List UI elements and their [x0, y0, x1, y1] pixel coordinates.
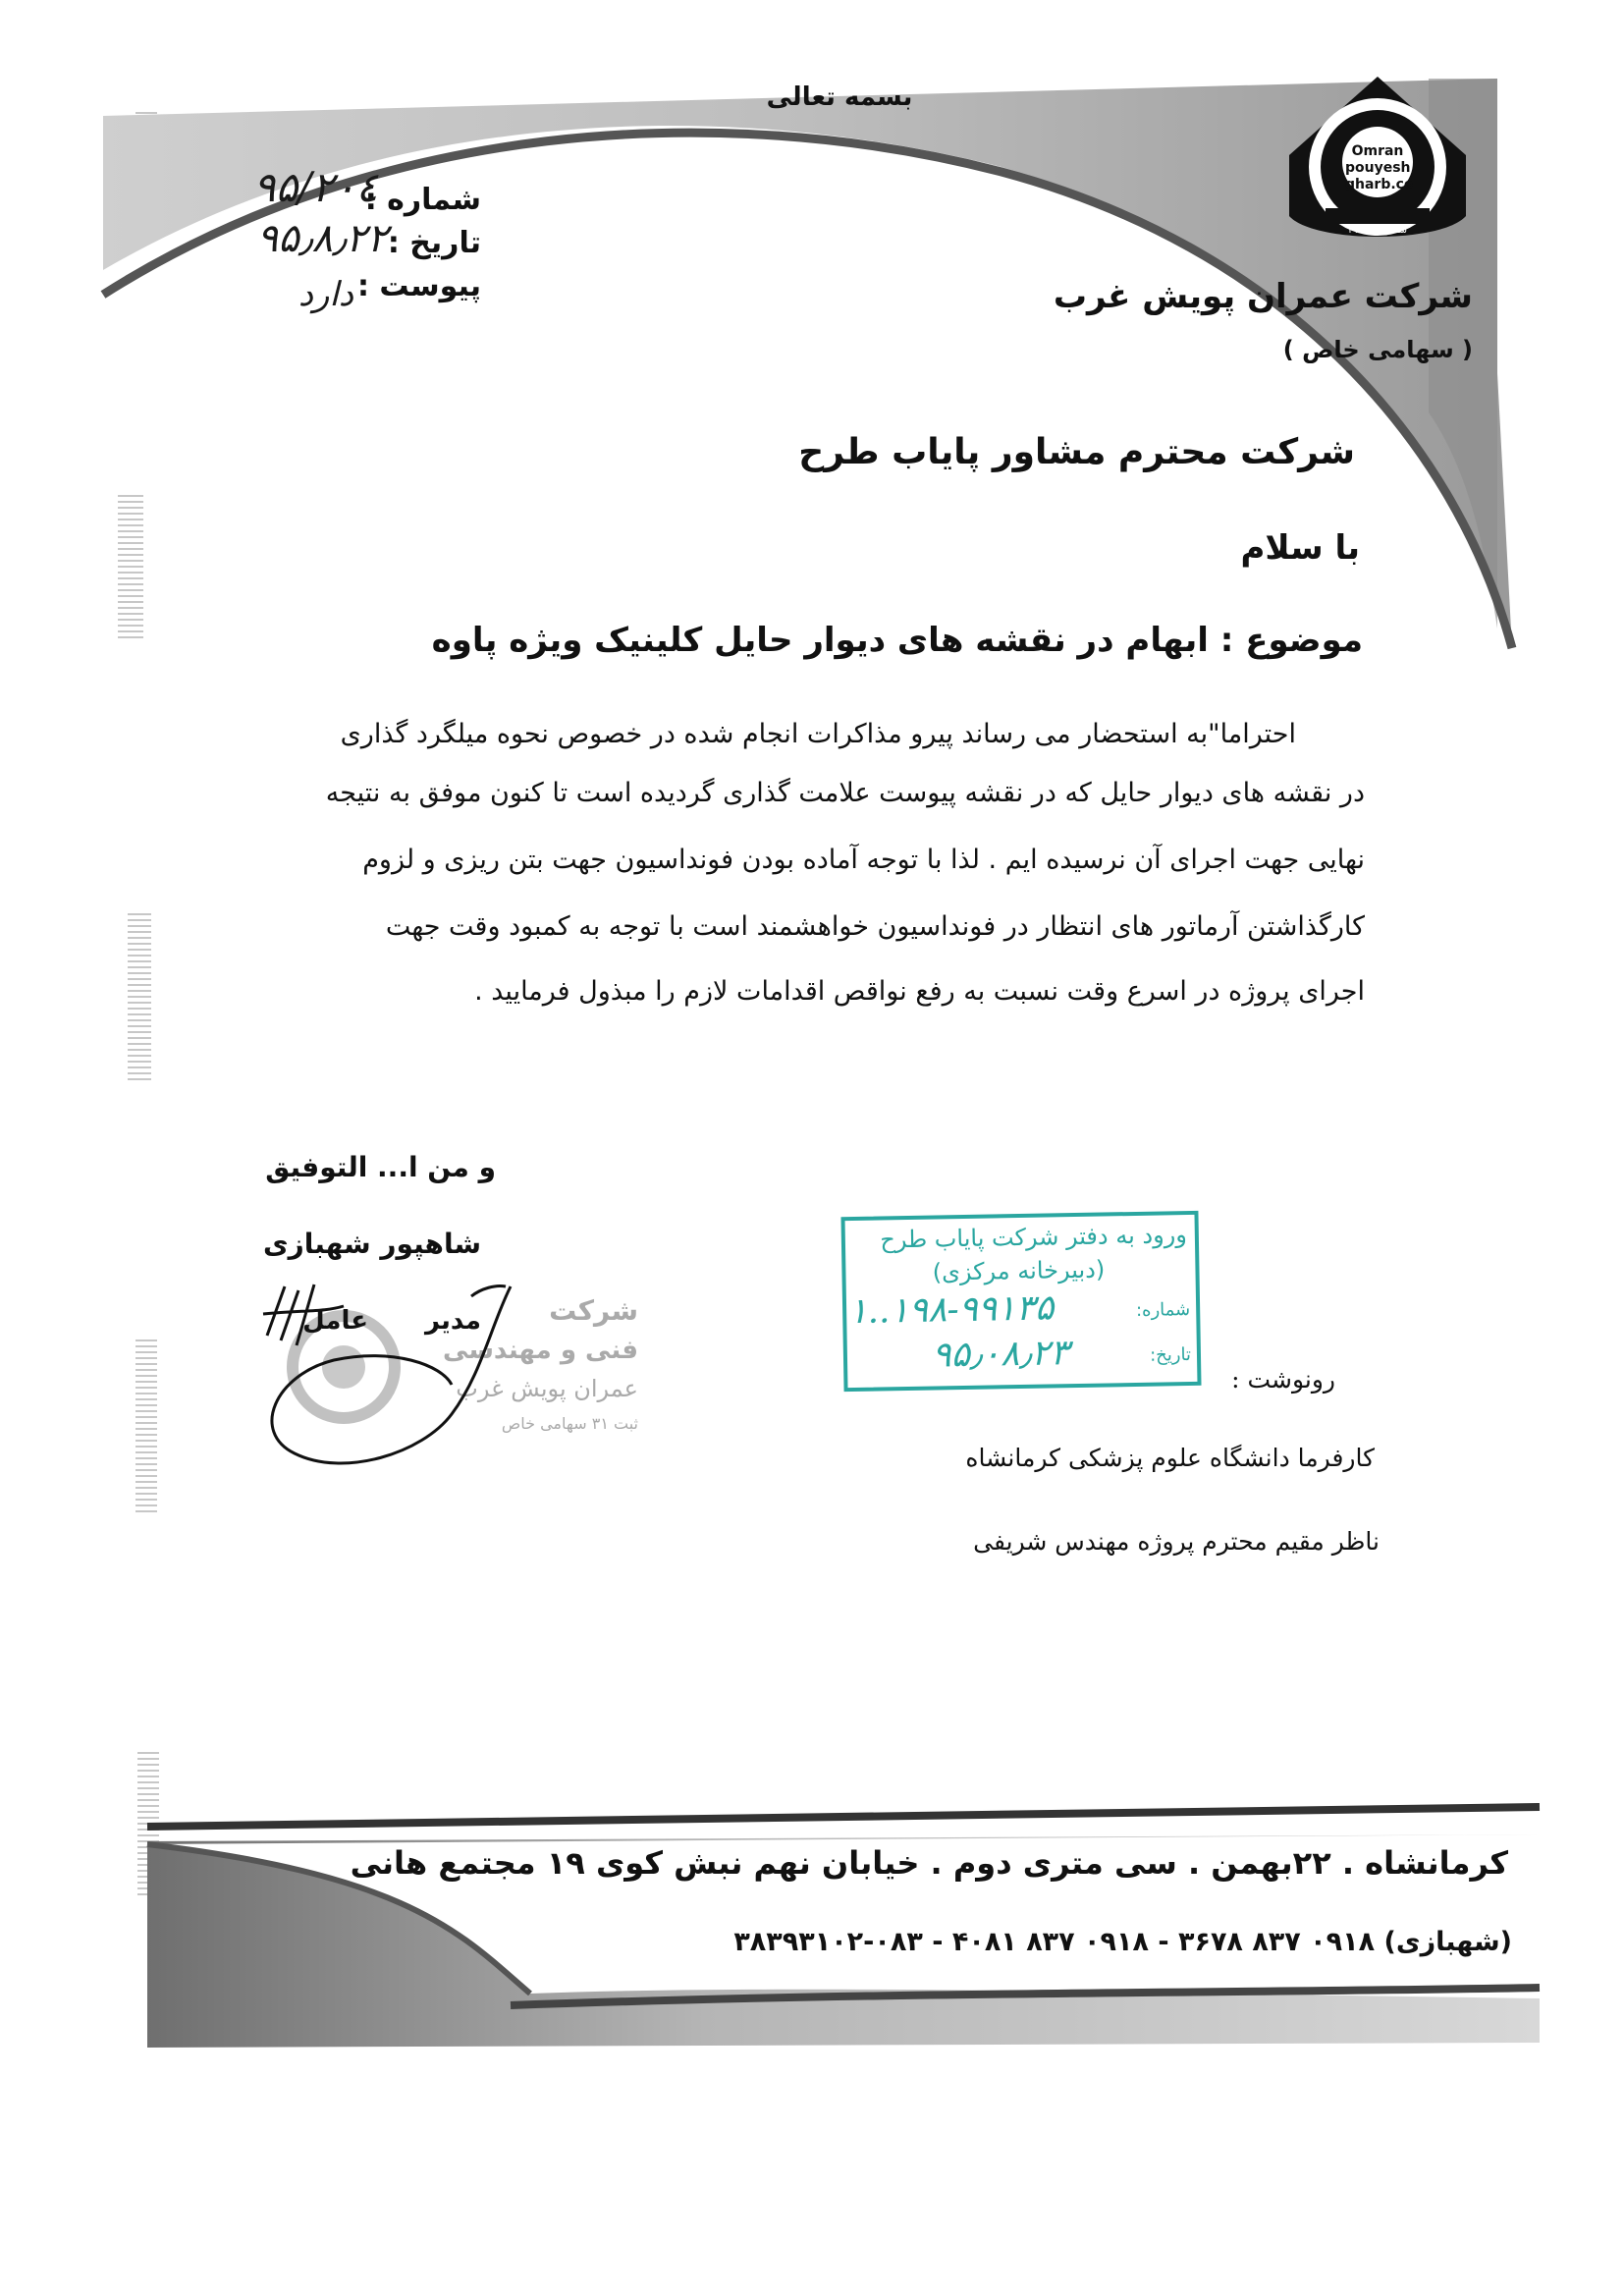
footer-address: کرمانشاه . ۲۲بهمن . سی متری دوم . خیابان نهم نبش کوی ۱۹ مجتمع هانی	[350, 1844, 1508, 1882]
stamp-date-label: تاریخ:	[1149, 1343, 1192, 1366]
copies-label: رونوشت :	[1231, 1365, 1335, 1394]
body-line: اجرای پروژه در اسرع وقت نسبت به رفع نواقص اقدامات لازم را مبذول فرمایید .	[474, 976, 1365, 1007]
date-value: ۹۵٫۸٫۲۲	[256, 216, 388, 261]
signer-title-1: مدیر	[424, 1306, 481, 1336]
company-type: ( سهامی خاص )	[1282, 336, 1473, 363]
date-label: تاریخ :	[387, 226, 481, 260]
body-line: کارگذاشتن آرماتور های انتظار در فونداسیون خواهشمند است با توجه به کمبود وقت جهت	[385, 911, 1365, 942]
stamp-title: ورود به دفتر شرکت پایاب طرح	[880, 1221, 1188, 1254]
number-label: شماره :	[364, 183, 481, 217]
stamp-number-value: ۱..۱۹۸-۹۹۱۳۵	[847, 1287, 1055, 1333]
footer-phones: (شهبازی) ۰۹۱۸ ۸۳۷ ۳۶۷۸ - ۰۹۱۸ ۸۳۷ ۴۰۸۱ - ۰۸۳-۳۸۳۹۳۱۰۲	[733, 1927, 1512, 1957]
handwritten-signature	[255, 1267, 530, 1493]
signer-name: شاهپور شهبازی	[262, 1228, 481, 1260]
footer-band	[0, 1787, 1624, 2062]
subject: موضوع : ابهام در نقشه های دیوار حایل کلینیک ویژه پاوه	[431, 621, 1363, 660]
stamp-subtitle: (دبیرخانه مرکزی)	[932, 1255, 1106, 1286]
company-name: شرکت عمران پویش غرب	[1053, 277, 1473, 316]
closing: و من ا... التوفیق	[265, 1151, 496, 1183]
attachment-value: دارد	[298, 275, 353, 314]
seal-line-2: فنی و مهندسی	[443, 1336, 638, 1365]
seal-line-1: شرکت	[549, 1294, 638, 1327]
logo-text-2: pouyesh	[1345, 160, 1411, 176]
logo-reg: شماره ثبت ۳۱	[1347, 225, 1407, 236]
number-value: ۹۵/۲۰٤	[253, 163, 378, 211]
signer-title-2: عامل	[302, 1306, 368, 1336]
top-caption: بسمه تعالی	[766, 82, 913, 112]
logo-text-3: gharb.co	[1345, 177, 1414, 192]
body-line: در نقشه های دیوار حایل که در نقشه پیوست علامت گذاری گردیده است تا کنون موفق به نتیجه	[325, 778, 1365, 808]
copies-item: کارفرما دانشگاه علوم پزشکی کرمانشاه	[965, 1444, 1375, 1472]
greeting: با سلام	[1240, 528, 1360, 568]
scan-edge-mark	[128, 913, 151, 1080]
body-line: نهایی جهت اجرای آن نرسیده ایم . لذا با توجه آماده بودن فونداسیون جهت بتن ریزی و لزوم	[362, 845, 1365, 875]
seal-line-4: ثبت ۳۱ سهامی خاص	[501, 1414, 638, 1433]
stamp-date-value: ۹۵٫۰۸٫۲۳	[931, 1333, 1069, 1376]
recipient: شرکت محترم مشاور پایاب طرح	[798, 432, 1355, 472]
body-line: احتراما"به استحضار می رساند پیرو مذاکرات انجام شده در خصوص نحوه میلگرد گذاری	[340, 719, 1296, 749]
seal-line-3: عمران پویش غرب	[456, 1375, 638, 1402]
scan-edge-mark	[135, 1336, 157, 1512]
copies-item: ناظر مقیم محترم پروژه مهندس شریفی	[973, 1527, 1380, 1556]
received-stamp	[840, 1211, 1201, 1392]
stamp-number-label: شماره:	[1135, 1298, 1191, 1321]
logo-text-1: Omran	[1351, 143, 1404, 159]
attachment-label: پیوست :	[356, 269, 481, 303]
